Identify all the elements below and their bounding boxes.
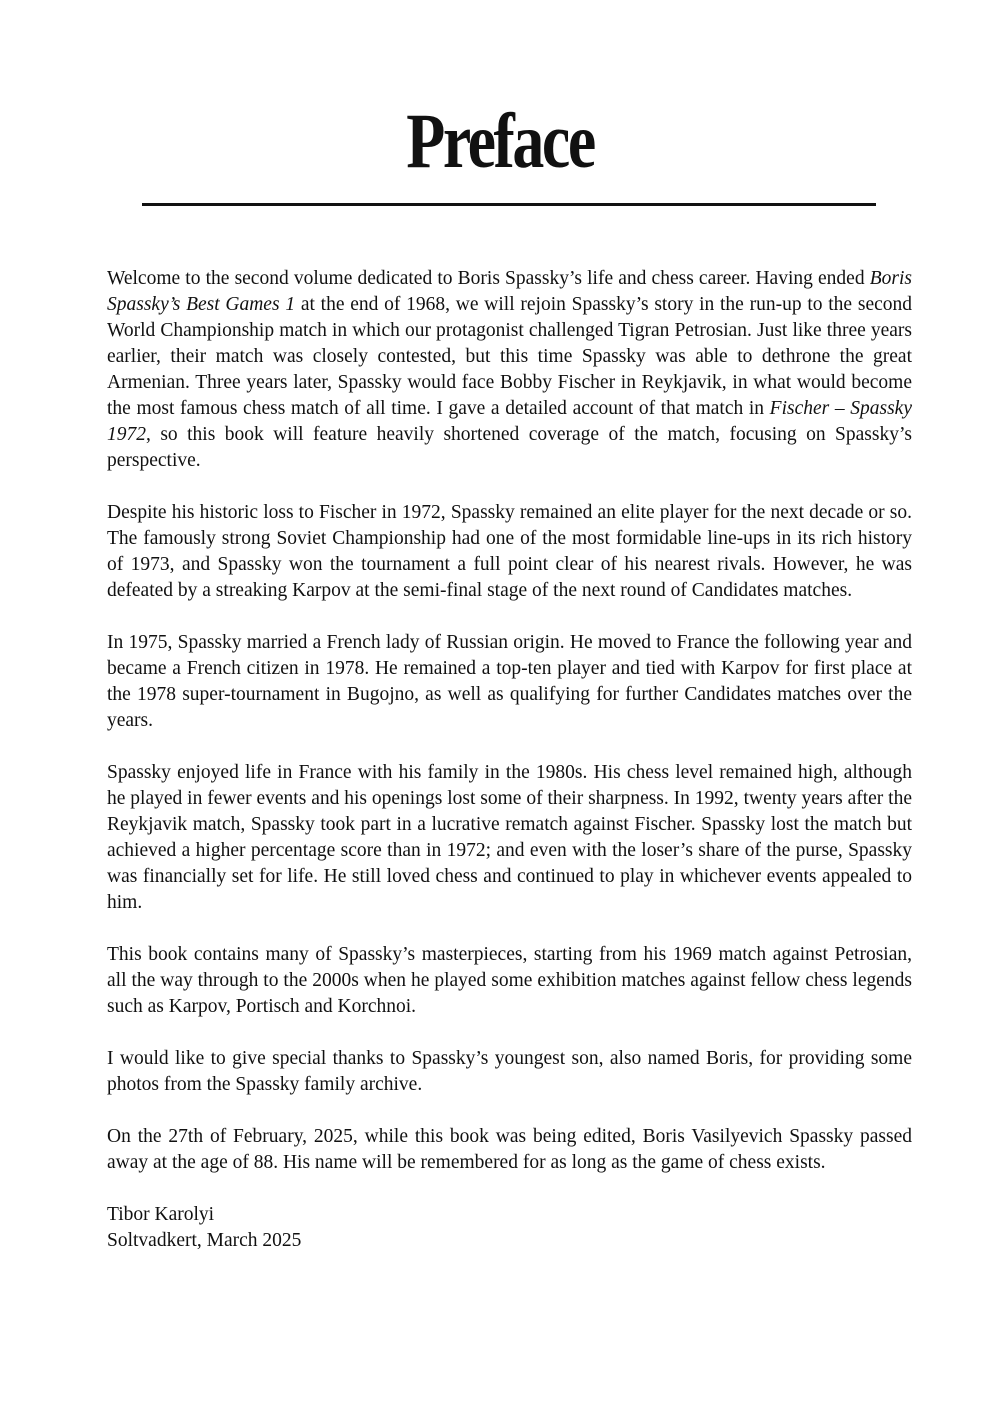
paragraph-4 [107, 760, 912, 916]
paragraph-1 [107, 266, 912, 474]
paragraph-segment: On the 27th of February, 2025, while this book was being edited, Boris Vasilyevich Spassky passed away at the age of 88. His name will be remembered for as long as the game of chess exists. [107, 1126, 912, 1173]
paragraph-segment: In 1975, Spassky married a French lady of Russian origin. He moved to France the following year and became a French citizen in 1978. He remained a top-ten player and tied with Karpov for first place at the 1978 super-tournament in Bugojno, as well as qualifying for further Candidates matches over the years. [107, 632, 912, 731]
book-title-italic: Fischer – Spassky 1972 [107, 398, 912, 445]
signature-author: Tibor Karolyi [107, 1204, 215, 1225]
paragraph-2 [107, 500, 912, 604]
paragraph-segment: at the end of 1968, we will rejoin Spassky’s story in the run-up to the second World Championship match in which our protagonist challenged Tigran Petrosian. Just like three years earlier, their match was closely contested, but this time Spassky was able to dethrone the great Armenian. Three years later, Spassky would face Bobby Fischer in Reykjavik, in what would become the most famous chess match of all time. I gave a detailed account of that match in [107, 294, 912, 419]
preface-body [107, 266, 912, 1254]
paragraph-5 [107, 942, 912, 1020]
title-rule [142, 203, 876, 206]
page-title: Preface [406, 97, 594, 184]
paragraph-segment: This book contains many of Spassky’s masterpieces, starting from his 1969 match against Petrosian, all the way through to the 2000s when he played some exhibition matches against fellow chess legends such as Karpov, Portisch and Korchnoi. [107, 944, 912, 1017]
paragraph-segment: , so this book will feature heavily shortened coverage of the match, focusing on Spassky’s perspective. [107, 424, 912, 471]
paragraph-3 [107, 630, 912, 734]
paragraph-segment: I would like to give special thanks to Spassky’s youngest son, also named Boris, for providing some photos from the Spassky family archive. [107, 1048, 912, 1095]
paragraph-7 [107, 1124, 912, 1176]
paragraph-6 [107, 1046, 912, 1098]
paragraph-segment: Despite his historic loss to Fischer in 1972, Spassky remained an elite player for the next decade or so. The famously strong Soviet Championship had one of the most formidable line-ups in its rich history of 1973, and Spassky won the tournament a full point clear of his nearest rivals. However, he was defeated by a streaking Karpov at the semi-final stage of the next round of Candidates matches. [107, 502, 912, 601]
paragraph-segment: Welcome to the second volume dedicated to Boris Spassky’s life and chess career. Having ended [107, 268, 870, 289]
paragraph-segment: Spassky enjoyed life in France with his family in the 1980s. His chess level remained high, although he played in fewer events and his openings lost some of their sharpness. In 1992, twenty years after the Reykjavik match, Spassky took part in a lucrative rematch against Fischer. Spassky lost the match but achieved a higher percentage score than in 1972; and even with the loser’s share of the purse, Spassky was financially set for life. He still loved chess and continued to play in whichever events appealed to him. [107, 762, 912, 913]
book-title-italic: Boris Spassky’s Best Games 1 [107, 268, 912, 315]
signature-place-date: Soltvadkert, March 2025 [107, 1230, 302, 1251]
